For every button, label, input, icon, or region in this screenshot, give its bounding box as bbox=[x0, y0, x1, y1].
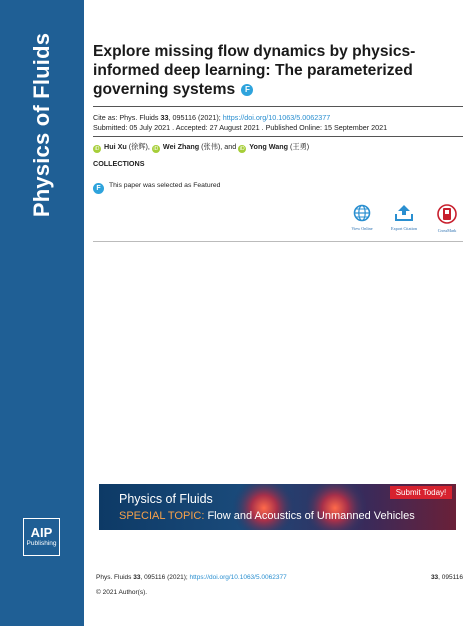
aip-logo-text: Publishing bbox=[26, 540, 57, 547]
copyright-notice: © 2021 Author(s). bbox=[96, 589, 148, 596]
export-citation-label: Export Citation bbox=[391, 226, 417, 231]
doi-link[interactable]: https://doi.org/10.1063/5.0062377 bbox=[222, 113, 331, 122]
footer-doi-link[interactable]: https://doi.org/10.1063/5.0062377 bbox=[189, 574, 287, 581]
author-native-name: (王勇) bbox=[288, 142, 310, 151]
article-title-text: Explore missing flow dynamics by physics-informed deep learning: The parameterized governing systems bbox=[93, 43, 416, 99]
globe-icon bbox=[353, 204, 371, 222]
export-citation-button[interactable] bbox=[384, 204, 424, 231]
author-list bbox=[93, 142, 309, 153]
author-native-name: (徐辉), bbox=[126, 142, 150, 151]
featured-icon[interactable]: F bbox=[241, 84, 253, 96]
export-icon bbox=[394, 204, 414, 222]
cite-volume: 33 bbox=[160, 113, 169, 122]
footer-citation bbox=[96, 574, 287, 581]
submit-today-button[interactable]: Submit Today! bbox=[390, 486, 452, 499]
footer-suffix: , 095116 (2021); bbox=[140, 574, 190, 581]
banner-special-topic bbox=[119, 510, 415, 522]
crossmark-label: CrossMark bbox=[437, 228, 457, 233]
view-online-button[interactable] bbox=[342, 204, 382, 231]
orcid-icon[interactable]: iD bbox=[153, 146, 159, 152]
divider bbox=[93, 106, 463, 107]
footer-page-number: , 095116 bbox=[438, 574, 463, 581]
featured-icon[interactable]: F bbox=[93, 183, 104, 194]
cite-prefix: Cite as: Phys. Fluids bbox=[93, 113, 161, 122]
featured-note-text: This paper was selected as Featured bbox=[109, 182, 221, 189]
aip-publishing-logo[interactable] bbox=[23, 518, 60, 556]
orcid-icon[interactable]: iD bbox=[94, 146, 100, 152]
article-title bbox=[93, 42, 458, 100]
special-topic-title: Flow and Acoustics of Unmanned Vehicles bbox=[204, 510, 415, 522]
author-name[interactable]: Hui Xu bbox=[104, 142, 127, 151]
footer-page-volume: 33 bbox=[430, 574, 439, 581]
divider bbox=[93, 241, 463, 242]
citation-line bbox=[93, 113, 330, 123]
special-topic-banner[interactable] bbox=[99, 484, 456, 530]
banner-journal-name: Physics of Fluids bbox=[119, 492, 213, 506]
footer-journal: Phys. Fluids bbox=[96, 574, 134, 581]
author-name[interactable]: Wei Zhang bbox=[162, 142, 200, 151]
author-name[interactable]: Yong Wang bbox=[249, 142, 289, 151]
footer-volume: 33 bbox=[133, 574, 141, 581]
featured-note bbox=[93, 182, 220, 194]
journal-name: Physics of Fluids bbox=[29, 32, 54, 218]
special-topic-label: SPECIAL TOPIC: bbox=[119, 510, 205, 522]
crossmark-button[interactable] bbox=[427, 204, 467, 233]
publication-dates: Submitted: 05 July 2021 . Accepted: 27 August 2021 . Published Online: 15 September 2021 bbox=[93, 123, 388, 132]
footer-page-ref bbox=[431, 574, 463, 581]
crossmark-icon bbox=[437, 204, 457, 224]
author-native-name: (张伟), and bbox=[199, 142, 237, 151]
view-online-label: View Online bbox=[351, 226, 373, 231]
orcid-icon[interactable]: iD bbox=[239, 146, 245, 152]
aip-logo-mark: AIP bbox=[30, 525, 53, 540]
divider bbox=[93, 136, 463, 137]
collections-heading: COLLECTIONS bbox=[93, 159, 145, 168]
cite-suffix: , 095116 (2021); bbox=[168, 113, 223, 122]
journal-sidebar bbox=[0, 0, 84, 626]
